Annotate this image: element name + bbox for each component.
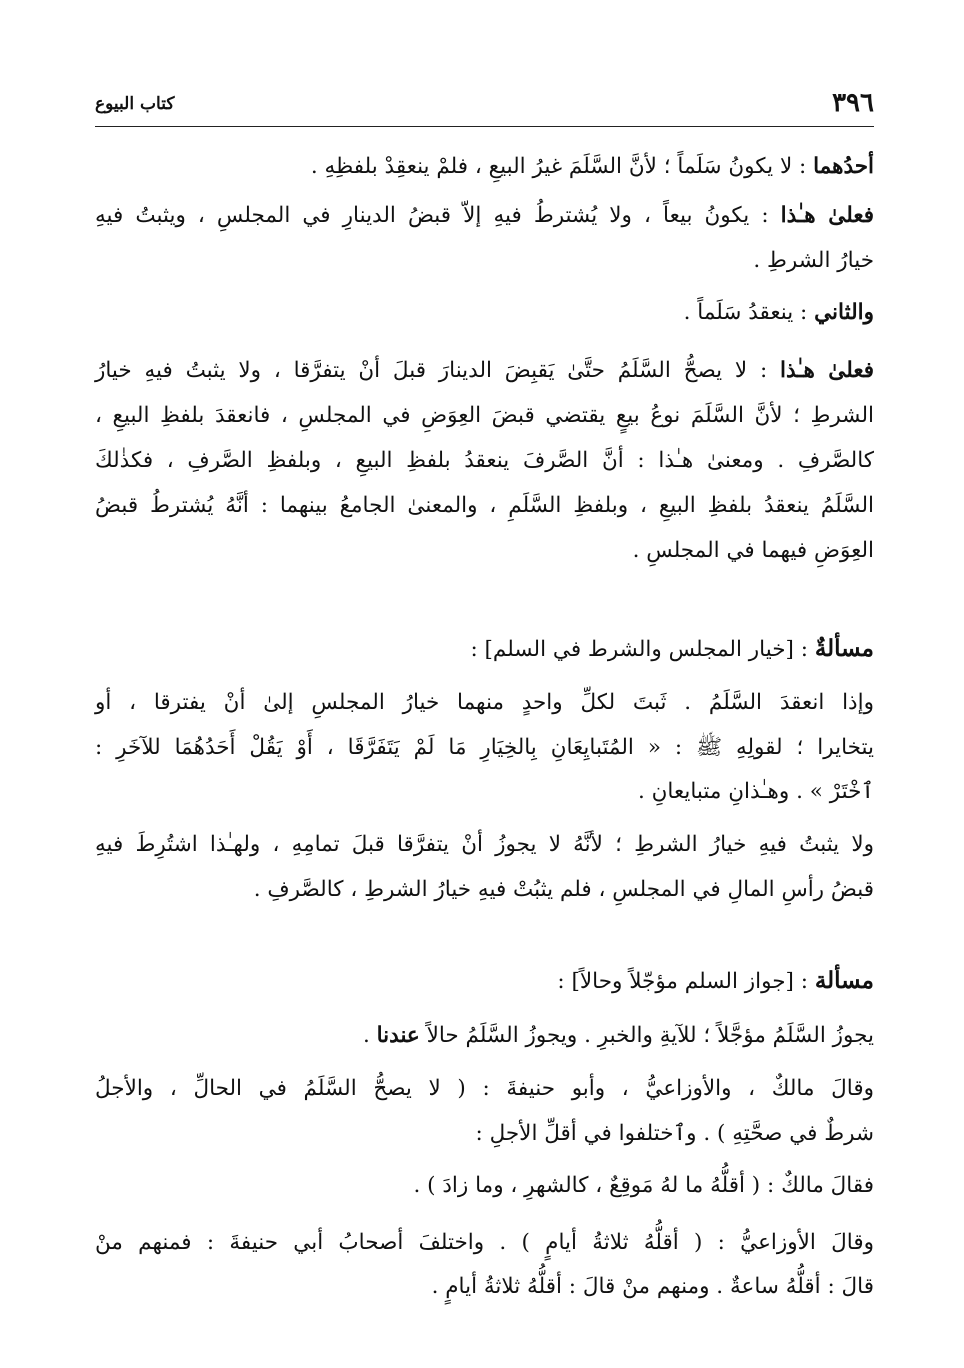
paragraph-line: [311, 152, 874, 182]
emphasis-term: عندنا: [376, 1023, 420, 1048]
paragraph-line: ولا يثبتُ فيهِ خيارُ الشرطِ ؛ لأنَّهُ لا يجوزُ أنْ يتفرَّقا قبلَ تمامِهِ ، ولهـٰذا اشتُرِطَ فيهِ: [95, 832, 874, 857]
header-rule: [95, 126, 874, 127]
paragraph-line: يتخايرا ؛ لقولِهِ ﷺ : « المُتَبايِعَانِ بِالخِيَارِ مَا لَمْ يَتَفَرَّقَا ، أَوْ يَقُلْ أَحَدُهُمَا للآخَرِ :: [95, 735, 874, 760]
section-title: : [جواز السلم مؤجّلاً وحالاً] :: [557, 969, 815, 994]
paragraph-line: ٱخْتَرْ » . وهـٰذانِ متبايعانِ .: [637, 779, 874, 804]
paragraph-line: الشرطِ ؛ لأنَّ السَّلَمَ نوعُ بيعٍ يقتضي قبضَ العِوَضِ في المجلسِ ، فانعقدَ بلفظِ البيعِ ،: [95, 403, 874, 428]
paragraph-line: [684, 298, 874, 328]
book-title: كتاب البيوع: [95, 94, 175, 114]
paragraph-text: : لا يصحُّ السَّلَمُ حتَّىٰ يَقبِضَ الدينارَ قبلَ أنْ يتفرَّقا ، ولا يثبتُ فيهِ خيارُ: [95, 358, 780, 383]
paragraph-line: [363, 1021, 874, 1051]
lead-term: فعلىٰ هـٰذا: [779, 358, 874, 383]
paragraph-line: وقالَ الأوزاعيُّ : ( أقلُّهُ ثلاثةُ أيامٍ ) . واختلفَ أصحابُ أبي حنيفةَ : فمنهم منْ: [95, 1230, 874, 1255]
lead-term: والثاني: [814, 300, 874, 325]
paragraph-line: كالصَّرفِ . ومعنىٰ هـٰذا : أنَّ الصَّرفَ ينعقدُ بلفظِ البيعِ ، وبلفظِ الصَّرفِ ، فكذٰلكَ: [95, 448, 874, 473]
lead-term: أحدُهما: [813, 154, 874, 179]
section-title: : [خيار المجلس والشرط في السلم] :: [470, 637, 815, 662]
paragraph-text: .: [362, 1023, 377, 1048]
paragraph-line: شرطٌ في صحَّتِهِ ) . وٱختلفوا في أقلِّ الأجلِ :: [475, 1121, 874, 1146]
paragraph-line: العِوَضِ فيهما في المجلسِ .: [632, 538, 874, 563]
paragraph-line: [95, 356, 874, 386]
page-number: ٣٩٦: [832, 88, 874, 118]
paragraph-line: قبضُ رأسِ المالِ في المجلسِ ، فلم يثبُتْ فيهِ خيارُ الشرطِ ، كالصَّرفِ .: [253, 877, 874, 902]
paragraph-text: : يكونُ بيعاً ، ولا يُشترطُ فيهِ إلاّ قبضُ الدينارِ في المجلسِ ، ويثبتُ فيهِ: [95, 203, 781, 228]
paragraph-line: فقالَ مالكٌ : ( أقلُّهُ ما لهُ مَوقِعٌ ، كالشهرِ ، وما زادَ ) .: [413, 1173, 874, 1198]
paragraph-line: [95, 201, 874, 231]
section-lead: مسألة: [814, 967, 874, 994]
section-lead: مسألةٌ: [814, 635, 874, 662]
section-heading: [470, 634, 874, 665]
paragraph-line: وإذا انعقدَ السَّلَمُ . ثَبتَ لكلِّ واحدٍ منهما خيارُ المجلسِ إلىٰ أنْ يفترقا ، أو: [95, 690, 874, 715]
paragraph-line: خيارُ الشرطِ .: [753, 248, 874, 273]
paragraph-text: : ينعقدُ سَلَماً .: [683, 300, 815, 325]
section-heading: [557, 966, 874, 997]
paragraph-line: السَّلَمُ ينعقدُ بلفظِ البيعِ ، وبلفظِ السَّلَمِ ، والمعنىٰ الجامعُ بينهما : أنَّهُ يُشترطُ قبضُ: [95, 493, 874, 518]
page-header: [95, 88, 874, 122]
paragraph-line: وقالَ مالكٌ ، والأوزاعيُّ ، وأبو حنيفةَ : ( لا يصحُّ السَّلَمُ في الحالِّ ، والأجلُ: [95, 1076, 874, 1101]
lead-term: فعلىٰ هـٰذا: [780, 203, 874, 228]
paragraph-line: قالَ : أقلُّهُ ساعةٌ . ومنهم منْ قالَ : أقلُّهُ ثلاثةُ أيامٍ .: [431, 1274, 874, 1299]
paragraph-text: يجوزُ السَّلَمُ مؤجَّلاً ؛ للآيةِ والخبرِ . ويجوزُ السَّلَمُ حالاً: [419, 1023, 874, 1048]
paragraph-text: : لا يكونُ سَلَماً ؛ لأنَّ السَّلَمَ غيرُ البيعِ ، فلمْ ينعقِدْ بلفظِهِ .: [310, 154, 814, 179]
